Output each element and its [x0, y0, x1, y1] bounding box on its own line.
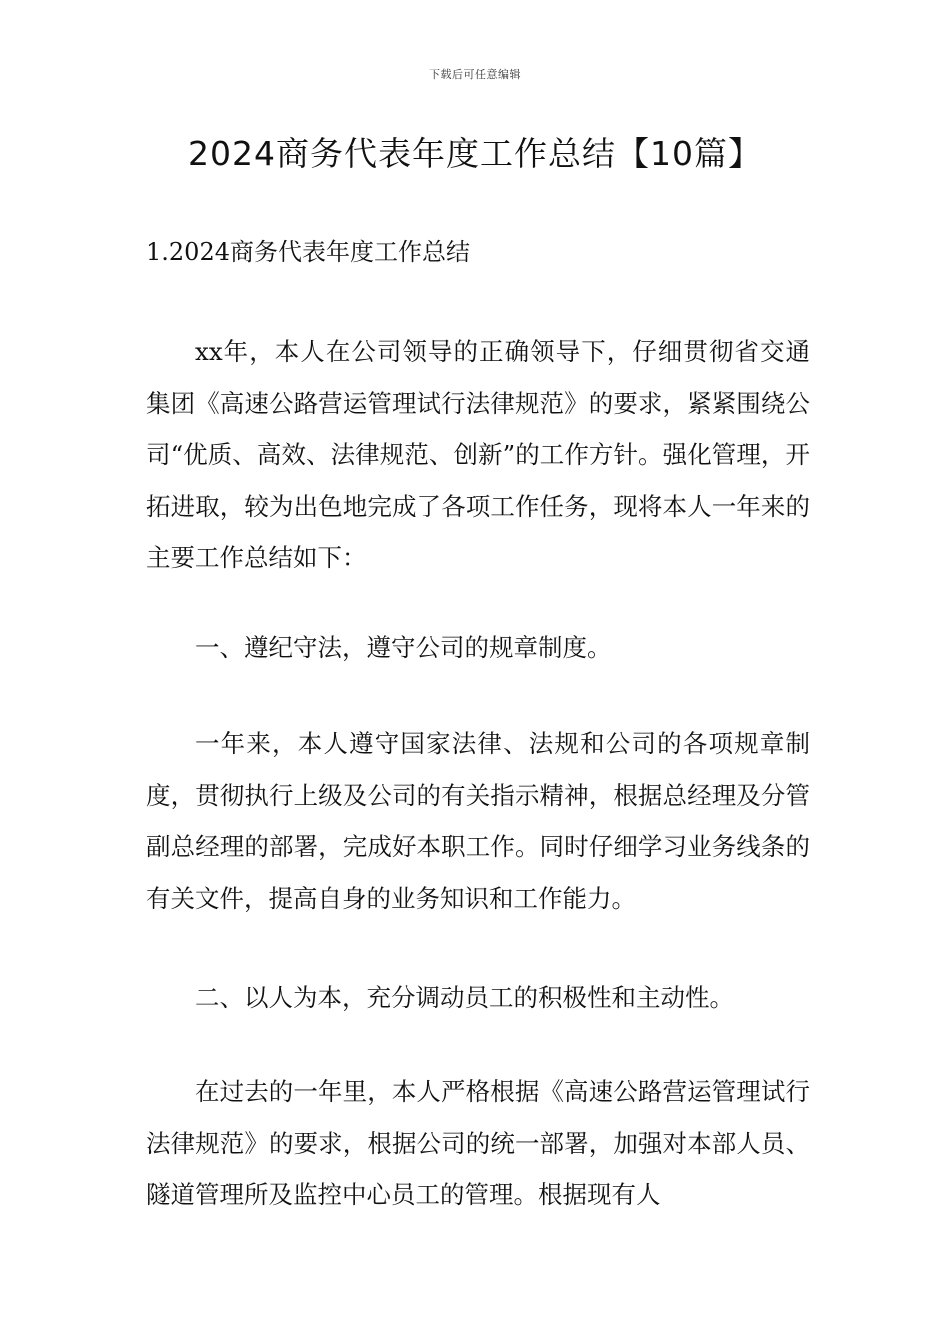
subheading-two-text: 二、以人为本，充分调动员工的积极性和主动性。: [195, 983, 734, 1012]
subheading-one-text: 一、遵纪守法，遵守公司的规章制度。: [195, 633, 612, 662]
paragraph-two-text: 在过去的一年里，本人严格根据《高速公路营运管理试行法律规范》的要求，根据公司的统一部署，加强对本部人员、隧道管理所及监控中心员工的管理。根据现有人: [146, 1077, 810, 1209]
paragraph-one: [146, 718, 810, 924]
paragraph-one-text: 一年来，本人遵守国家法律、法规和公司的各项规章制度，贯彻执行上级及公司的有关指示精神，根据总经理及分管副总经理的部署，完成好本职工作。同时仔细学习业务线条的有关文件，提高自身的业务知识和工作能力。: [146, 729, 810, 913]
paragraph-two: [146, 1066, 810, 1221]
header-note: 下载后可任意编辑: [429, 68, 521, 81]
subheading-two: [146, 972, 810, 1024]
subheading-one: [146, 622, 810, 674]
paragraph-intro: [146, 326, 810, 584]
section-heading: 1.2024商务代表年度工作总结: [146, 238, 470, 266]
document-title: 2024商务代表年度工作总结【10篇】: [188, 134, 762, 173]
paragraph-intro-text: xx年，本人在公司领导的正确领导下，仔细贯彻省交通集团《高速公路营运管理试行法律规范》的要求，紧紧围绕公司“优质、高效、法律规范、创新”的工作方针。强化管理，开拓进取，较为出色地完成了各项工作任务，现将本人一年来的主要工作总结如下：: [146, 337, 810, 572]
